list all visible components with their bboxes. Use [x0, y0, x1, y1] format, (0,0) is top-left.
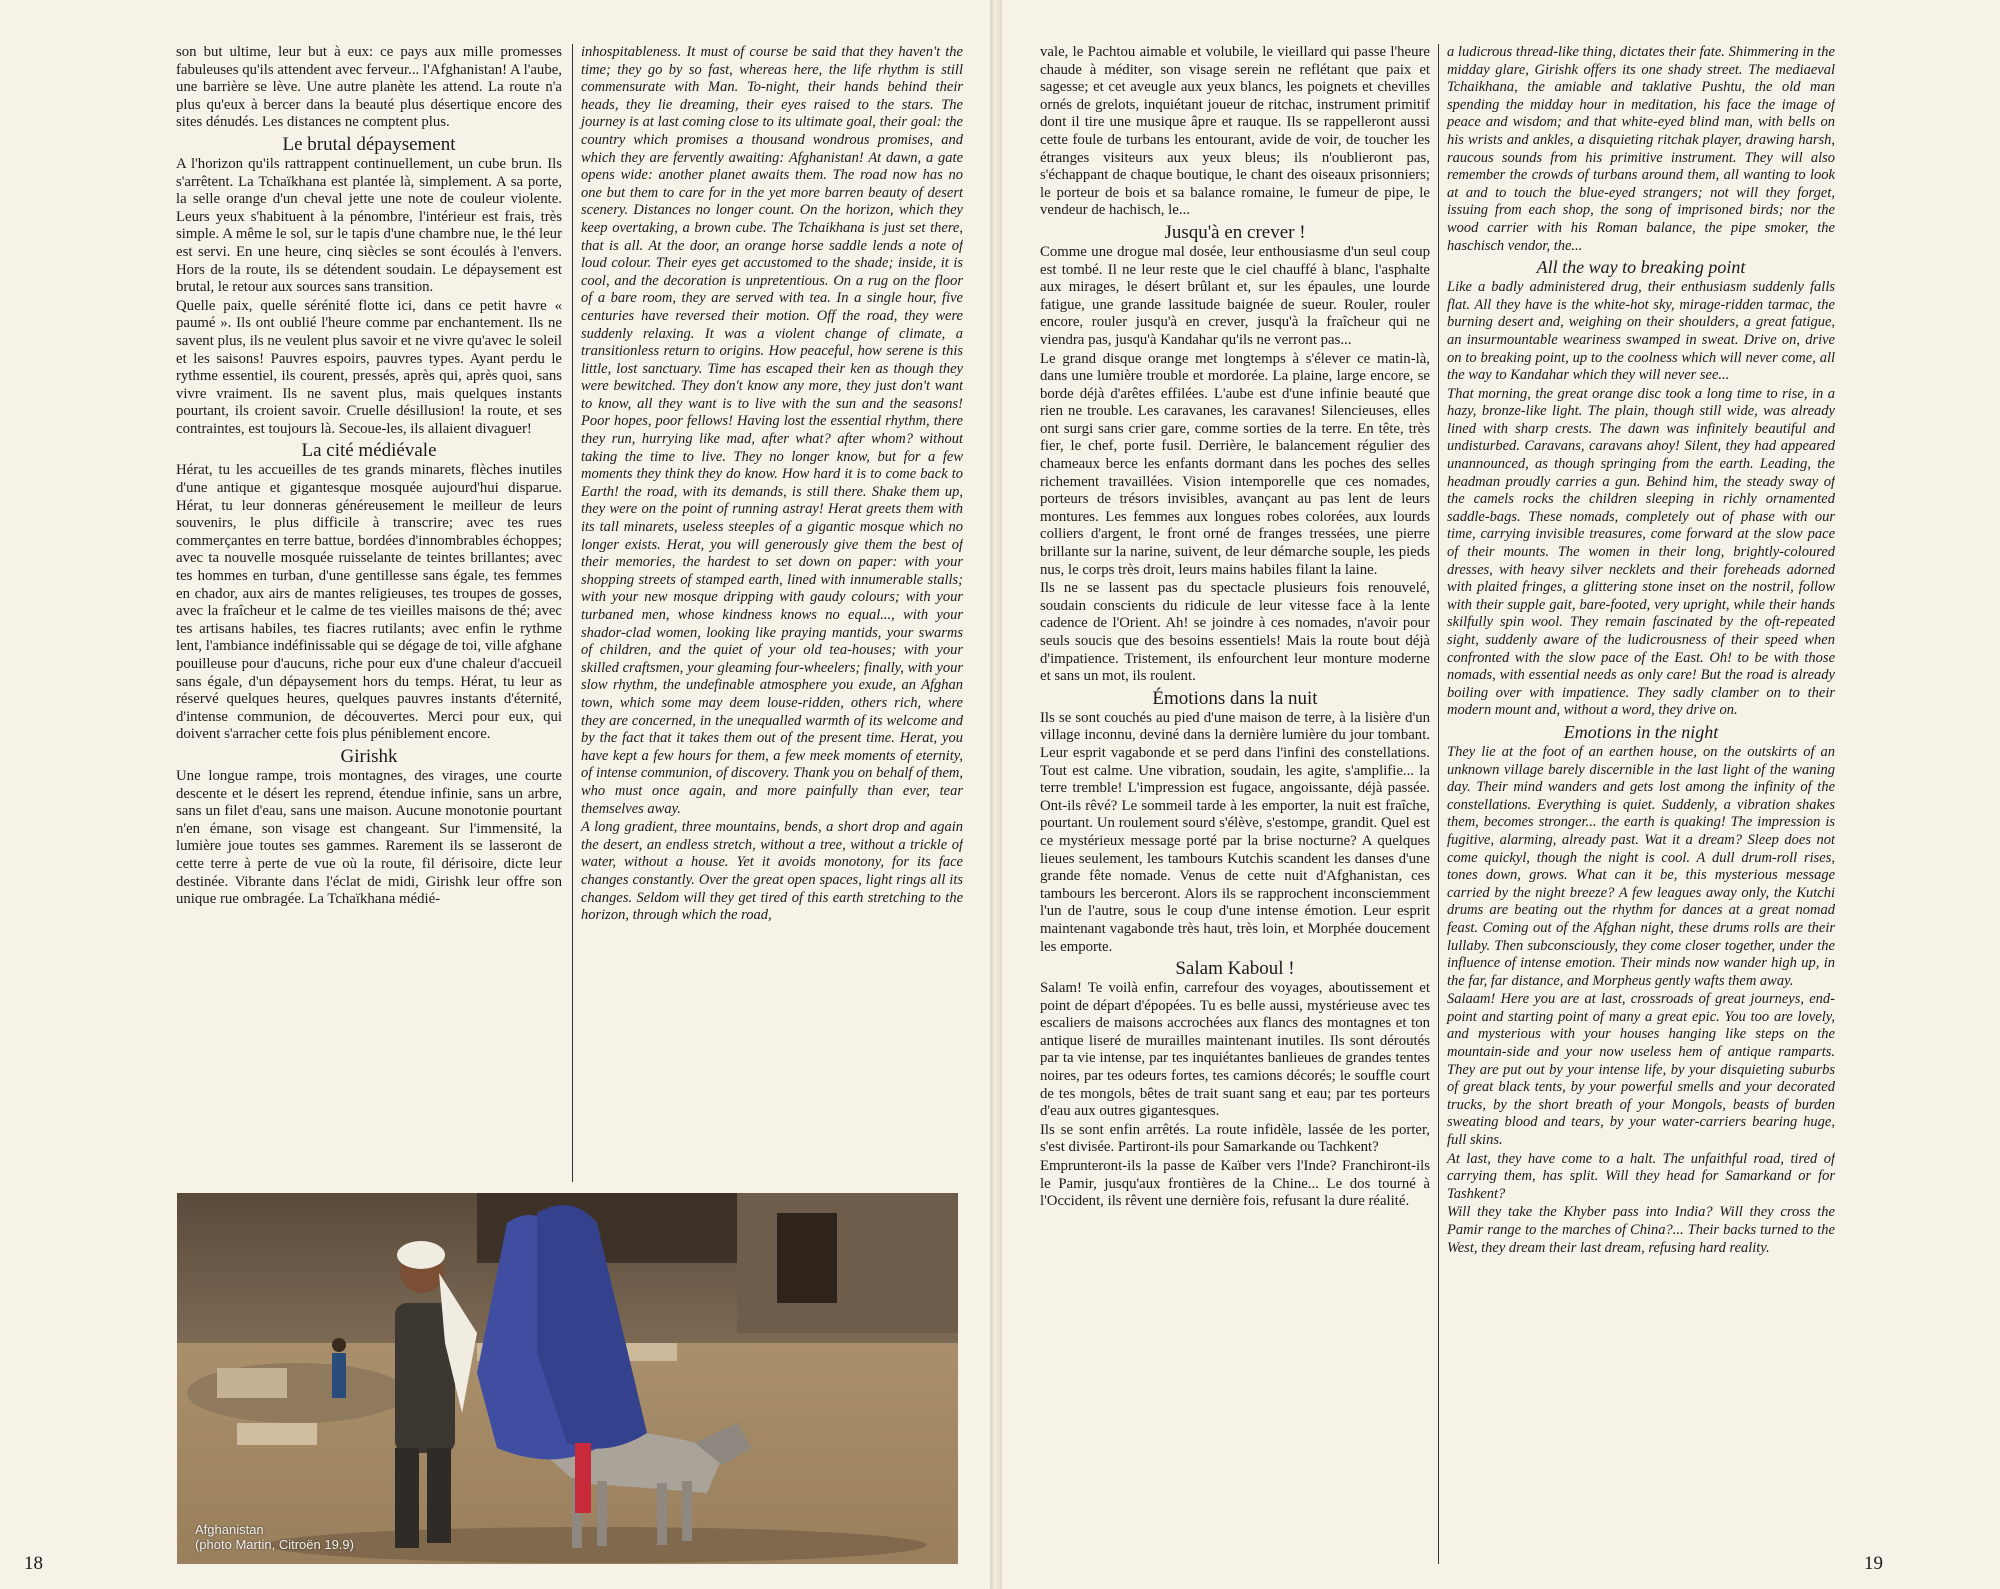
paragraph: Hérat, tu les accueilles de tes grands minarets, flèches inutiles d'une antique et gigantesque mosquée aujourd'hui disparue. Hérat, tu leur donneras généreusement le meilleur de leurs souvenirs, le plus difficile à transcrire; avec tes rues commerçantes en terre battue, bordées d'innombrables échoppes; avec ta nouvelle mosquée ruisselante de teintes brillantes; avec tes hommes en turban, d'une gentillesse sans égale, tes femmes en chador, aux airs de mantes religieuses, tes troupes de gosses, avec la fraîcheur et le calme de tes vieilles maisons de thé; avec tes artisans habiles, tes fiacres rutilants; avec enfin le rythme lent, l'ambiance indéfinissable qui se dégage de toi, ville afghane pouilleuse pour d'aucuns, riche pour eux d'une chaleur d'accueil sans égale, d'un dépaysement hors du temps. Hérat, tu leur as réservé quelques heures, quelques pauvres instants d'éternité, d'intense communion, de découvertes. Merci pour eux, qui doivent s'arracher cette fois plus péniblement encore. [176, 462, 562, 743]
caption-line-2: (photo Martin, Citroën 19.9) [195, 1537, 354, 1552]
paragraph: inhospitableness. It must of course be said that they haven't the time; they go by so fast, whereas here, the life rhythm is still commensurate with Man. To-night, their hands behind their heads, they lie dreaming, their eyes raised to the stars. The journey is at last coming close to its ultimate goal, their goal: the country which promises a thousand wondrous promises, and which they are fervently awaiting: Afghanistan! At dawn, a gate opens wide: another planet awaits them. The road now has no one but them to care for in the yet more barren beauty of desert scenery. Distances no longer count. On the horizon, which they keep overtaking, a brown cube. The Tchaikhana is just set there, that is all. At the door, an orange horse saddle lends a note of loud colour. Their eyes get accustomed to the shade; inside, it is cool, and the decoration is unpretentious. On a rug on the floor of a bare room, they are served with tea. In a single hour, five centuries have reversed their motion. Off the road, they were suddenly relaxing. It was a violent change of climate, a transitionless return to origins. How peaceful, how serene is this little, lost sanctuary. Time has escaped their ken as though they were bewitched. They don't know any more, they just don't want to know, all they want is to live with the sun and the seasons! Poor hopes, poor fellows! Having lost the essential rhythm, there they run, hurrying like mad, after what? after whom? without taking the time to live. They no longer know, but for a few moments they think they do know. How hard it is to come back to Earth! the road, with its demands, is still there. Shake them up, they were on the point of running astray! Herat greets them with its tall minarets, useless steeples of a gigantic mosque which no longer exists. Herat, you will generously give them the best of their memories, the hardest to set down on paper: with your shopping streets of stamped earth, lined with innumerable stalls; with your new mosque dripping with gaudy colours; with your turbaned men, whose kindness knows no equal..., with your shador-clad women, looking like praying mantids, your swarms of children, and the quiet of your old tea-houses; with your skilled craftsmen, your gleaming four-wheelers; finally, with your slow rhythm, the undefinable atmosphere you exude, an Afghan town, which some may deem louse-ridden, others rich, where they are concerned, in the unequalled warmth of its welcome and by the fact that it takes them out of the present time. Herat, you have kept a few hours for them, a few meek moments of eternity, of intense communion, of discovery. Thank you on behalf of them, who must once again, and more painfully than ever, tear themselves away. [581, 44, 963, 817]
right-english-column [1438, 44, 1835, 1564]
section-heading: All the way to breaking point [1536, 257, 1746, 278]
paragraph: son but ultime, leur but à eux: ce pays aux mille promesses fabuleuses qu'ils attendent avec ferveur... l'Afghanistan! A l'aube, une barrière se lève. Une autre planète les attend. La route n'a plus qu'eux à bercer dans la beauté plus désertique encore des sites dénudés. Les distances ne comptent plus. [176, 44, 562, 131]
section-heading: La cité médiévale [301, 440, 437, 462]
left-english-column [572, 44, 963, 1182]
paragraph: Quelle paix, quelle sérénité flotte ici, dans ce petit havre « paumé ». Ils ont oublié l'heure comme par enchantement. Ils ne savent plus, ils ne veulent plus savoir et ne vivre qu'avec le soleil et les saisons! Pauvres espoirs, pauvres types. Ayant perdu le rythme essentiel, ils courent, pressés, après qui, après quoi, sans vivre vraiment. Ils ne savent plus, mais quelques instants pourtant, ils croient savoir. Cruelle désillusion! la route, et ses contraintes, est toujours là. Secoue-les, ils allaient divaguer! [176, 297, 562, 437]
paragraph: Ils ne se lassent pas du spectacle plusieurs fois renouvelé, soudain conscients du ridicule de leur vitesse face à la lente cadence de l'Orient. Ah! se joindre à ces nomades, n'avoir pour seuls soucis que des besoins essentiels! Mais la route bout déjà d'impatience. Tristement, ils enfourchent leur monture moderne et sans un mot, ils roulent. [1040, 580, 1430, 685]
right-page [1002, 0, 2000, 1589]
page-number-right: 19 [1864, 1553, 1883, 1574]
book-gutter [990, 0, 1002, 1589]
photo-caption [195, 1522, 354, 1552]
page-number-left: 18 [24, 1553, 43, 1574]
paragraph: Ils se sont couchés au pied d'une maison de terre, à la lisière d'un village inconnu, deviné dans la dernière lumière du jour tombant. Leur esprit vagabonde et se perd dans l'infini des constellations. Tout est calme. Une vibration, soudain, les agite, s'amplifie... la terre tremble! L'impression est fugace, angoissante, déjà passée. Ont-ils rêvé? Le sommeil tarde à les emporter, la nuit est fraîche, pourtant. Un roulement sourd s'élève, s'estompe, grandit. Quel est ce mystérieux message porté par la brise nocturne? A quelques lieues seulement, les tambours Kutchis scandent les danses d'une grande fête nomade. Venus de cette nuit d'Afghanistan, ces tambours les berceront. Alors ils se rapprochent inconsciemment l'un de l'autre, sous le coup d'une intense émotion. Leur esprit maintenant vagabonde très haut, très loin, et Morphée doucement les emporte. [1040, 709, 1430, 955]
right-french-column [1040, 44, 1430, 1564]
section-heading: Jusqu'à en crever ! [1164, 221, 1306, 243]
photo-illustration [177, 1193, 958, 1564]
section-heading: Salam Kaboul ! [1175, 958, 1295, 980]
left-page [0, 0, 990, 1589]
section-heading: Émotions dans la nuit [1152, 687, 1318, 709]
paragraph: At last, they have come to a halt. The unfaithful road, tired of carrying them, has split. Will they head for Samarkand or for Tashkent? [1447, 1150, 1835, 1202]
left-french-column [176, 44, 562, 1182]
afghanistan-photo [177, 1193, 958, 1564]
paragraph: A l'horizon qu'ils rattrappent continuellement, un cube brun. Ils s'arrêtent. La Tchaïkhana est plantée là, simplement. A sa porte, la selle orange d'un cheval jette une note de couleur violente. Leurs yeux s'habituent à la pénombre, l'intérieur est frais, très simple. A même le sol, sur le tapis d'une chambre nue, le thé leur est servi. En une heure, cinq siècles se sont écoulés à l'envers. Hors de la route, ils se détendent soudain. Le dépaysement est brutal, le retour aux sources sans transition. [176, 155, 562, 296]
paragraph: That morning, the great orange disc took a long time to rise, in a hazy, bronze-like light. The plain, though still wide, was already lined with sharp crests. The dawn was infinitely beautiful and undisturbed. Caravans, caravans ahoy! Silent, they had appeared unannounced, as though springing from the earth. Leading, the headman proudly carries a gun. Behind him, the steady sway of the camels rocks the children sleeping in richly ornamented saddle-bags. These nomads, completely out of phase with our time, carrying invisible treasures, come forward at the slow pace of their mounts. The women in their long, brightly-coloured dresses, with heavy silver necklets and their foreheads adorned with plaited fringes, a glittering stone inset on the nostril, follow with their supple gait, bare-footed, very upright, while their hands skilfully spin wool. They remain fascinated by the oft-repeated sight, suddenly aware of the ludicrousness of their speed when confronted with the slow pace of the East. Oh! to be with those nomads, with essential needs as only care! But the road is already boiling over with impatience. They sadly clamber on to their modern mount and, without a word, they drive on. [1447, 385, 1835, 719]
paragraph: Will they take the Khyber pass into India? Will they cross the Pamir range to the marches of China?... Their backs turned to the West, they dream their last dream, refusing hard reality. [1447, 1204, 1835, 1256]
paragraph: a ludicrous thread-like thing, dictates their fate. Shimmering in the midday glare, Girishk offers its one shady street. The mediaeval Tchaikhana, the amiable and taklative Pushtu, the old man spending the midday hour in meditation, his face the image of peace and wisdom; and that white-eyed blind man, with bells on his wrists and ankles, a disquieting ritchak player, drawing harsh, raucous sounds from his primitive instrument. They will also remember the crowds of turbans around them, all wanting to look at and to touch the blue-eyed strangers; not will they forget, issuing from each shop, the song of imprisoned birds; nor the wood carrier with his Roman balance, the pipe smoker, the haschisch vendor, the... [1447, 44, 1835, 254]
paragraph: They lie at the foot of an earthen house, on the outskirts of an unknown village barely discernible in the last light of the waning day. Their mind wanders and gets lost among the infinity of the constellations. Everything is quiet. Suddenly, a vibration shakes them, becomes stronger... the earth is quaking! The impression is fugitive, alarming, already past. Wat it a dream? Sleep does not come quickyl, though the night is cool. A dull drum-roll rises, tones down, grows. What can it be, this mysterious message carried by the night breeze? A few leagues away only, the Kutchi drums are beating out the rhythm for dances at a great nomad feast. Coming out of the Afghan night, these drums rolls are their lullaby. Then subconsciously, they come closer together, under the influence of intense emotion. Their minds now wander high up, in the far, far distance, and Morpheus gently wafts them away. [1447, 743, 1835, 989]
paragraph: Ils se sont enfin arrêtés. La route infidèle, lassée de les porter, s'est divisée. Partiront-ils pour Samarkande ou Tachkent? [1040, 1121, 1430, 1156]
section-heading: Girishk [340, 745, 398, 767]
paragraph: Salam! Te voilà enfin, carrefour des voyages, aboutissement et point de départ d'épopées. Tu es belle aussi, mystérieuse avec tes escaliers de maisons accrochées aux flancs des montagnes et ton antique liseré de murailles maintenant inutiles. Ils sont déroutés par ta vie intense, par tes inquiétantes banlieues de grandes tentes noires, par tes odeurs fortes, tes camions décorés; le souffle court de tes mongols, bêtes de trait suant sang et eau; par tes porteurs d'eau aux outres gigantesques. [1040, 980, 1430, 1120]
caption-line-1: Afghanistan [195, 1522, 264, 1537]
paragraph: vale, le Pachtou aimable et volubile, le vieillard qui passe l'heure chaude à méditer, son visage serein ne reflétant que paix et sagesse; et cet aveugle aux yeux blancs, les poignets et chevilles ornés de grelots, inquiétant joueur de ritchac, instrument primitif dont il tire une musique âpre et rauque. Ils se rappelleront aussi cette foule de turbans les entourant, avide de voir, de toucher les étranges visiteurs aux yeux bleus; ils n'oublieront pas, s'échappant de chaque boutique, le chant des oiseaux prisonniers; le porteur de bois et sa balance romaine, le fumeur de pipe, le vendeur de hachisch, le... [1040, 44, 1430, 219]
section-heading: Le brutal dépaysement [282, 133, 456, 155]
paragraph: Le grand disque orange met longtemps à s'élever ce matin-là, dans une lumière trouble et mordorée. La plaine, large encore, se borde déjà d'arêtes effilées. L'aube est d'une infinie beauté que rien ne trouble. Les caravanes, les caravanes! Silencieuses, elles ont surgi sans crier gare, comme sorties de la terre. En tête, très fier, le chef, porte fusil. Derrière, le balancement régulier des chameaux berce les enfants dormant dans les poches des selles richement travaillées. Vision intemporelle que ces nomades, porteurs de trésors invisibles, avançant au pas lent de leurs montures. Les femmes aux longues robes colorées, aux lourds colliers d'argent, le front orné de franges tressées, une pierre brillante sur la narine, suivent, de leur démarche souple, les pieds nus, le corps très droit, leurs mains habiles filant la laine. [1040, 350, 1430, 578]
paragraph: Une longue rampe, trois montagnes, des virages, une courte descente et le désert les reprend, étendue infinie, sans un arbre, sans un filet d'eau, sans une maison. Aucune monotonie pourtant n'en émane, son visage est changeant. Sur l'immensité, la lumière joue toutes ses gammes. Rarement ils se lasseront de cette terre à perte de vue où la route, fil dérisoire, dicte leur destinée. Vibrante dans l'éclat de midi, Girishk leur offre son unique rue ombragée. La Tchaïkhana médié- [176, 767, 562, 908]
paragraph: Like a badly administered drug, their enthusiasm suddenly falls flat. All they have is the white-hot sky, mirage-ridden tarmac, the burning desert and, weighing on their shoulders, a great fatigue, an insurmountable weariness swamped in sweat. Drive on, drive on to breaking point, up to the coolness which will never come, all the way to Kandahar which they will never see... [1447, 279, 1835, 384]
paragraph: A long gradient, three mountains, bends, a short drop and again the desert, an endless stretch, without a tree, without a trickle of water, without a house. Yet it avoids monotony, for its face changes constantly. Over the great open spaces, light rings all its changes. Seldom will they get tired of this earth stretching to the horizon, through which the road, [581, 819, 963, 924]
paragraph: Emprunteront-ils la passe de Kaïber vers l'Inde? Franchiront-ils le Pamir, jusqu'aux frontières de la Chine... Le dos tourné à l'Occident, ils rêvent une dernière fois, refusant la dure réalité. [1040, 1158, 1430, 1210]
section-heading: Emotions in the night [1563, 721, 1719, 742]
paragraph: Comme une drogue mal dosée, leur enthousiasme d'un seul coup est tombé. Il ne leur reste que le ciel chauffé à blanc, l'asphalte aux mirages, le désert brûlant et, sur les épaules, une lourde fatigue, une grande lassitude baignée de sueur. Rouler, rouler encore, rouler jusqu'à en crever, jusqu'à la fraîcheur qui ne viendra pas, jusqu'à Kandahar qu'ils ne verront pas... [1040, 243, 1430, 348]
paragraph: Salaam! Here you are at last, crossroads of great journeys, end-point and starting point of many a great epic. You too are lovely, and mysterious with your houses hanging like steps on the mountain-side and your now useless hem of antique ramparts. They are put out by your intense life, by your disquieting suburbs of great black tents, by your powerful smells and your decorated trucks, by the short breath of your Mongols, beasts of burden sweating blood and tears, by your water-carriers bearing huge, full skins. [1447, 991, 1835, 1149]
